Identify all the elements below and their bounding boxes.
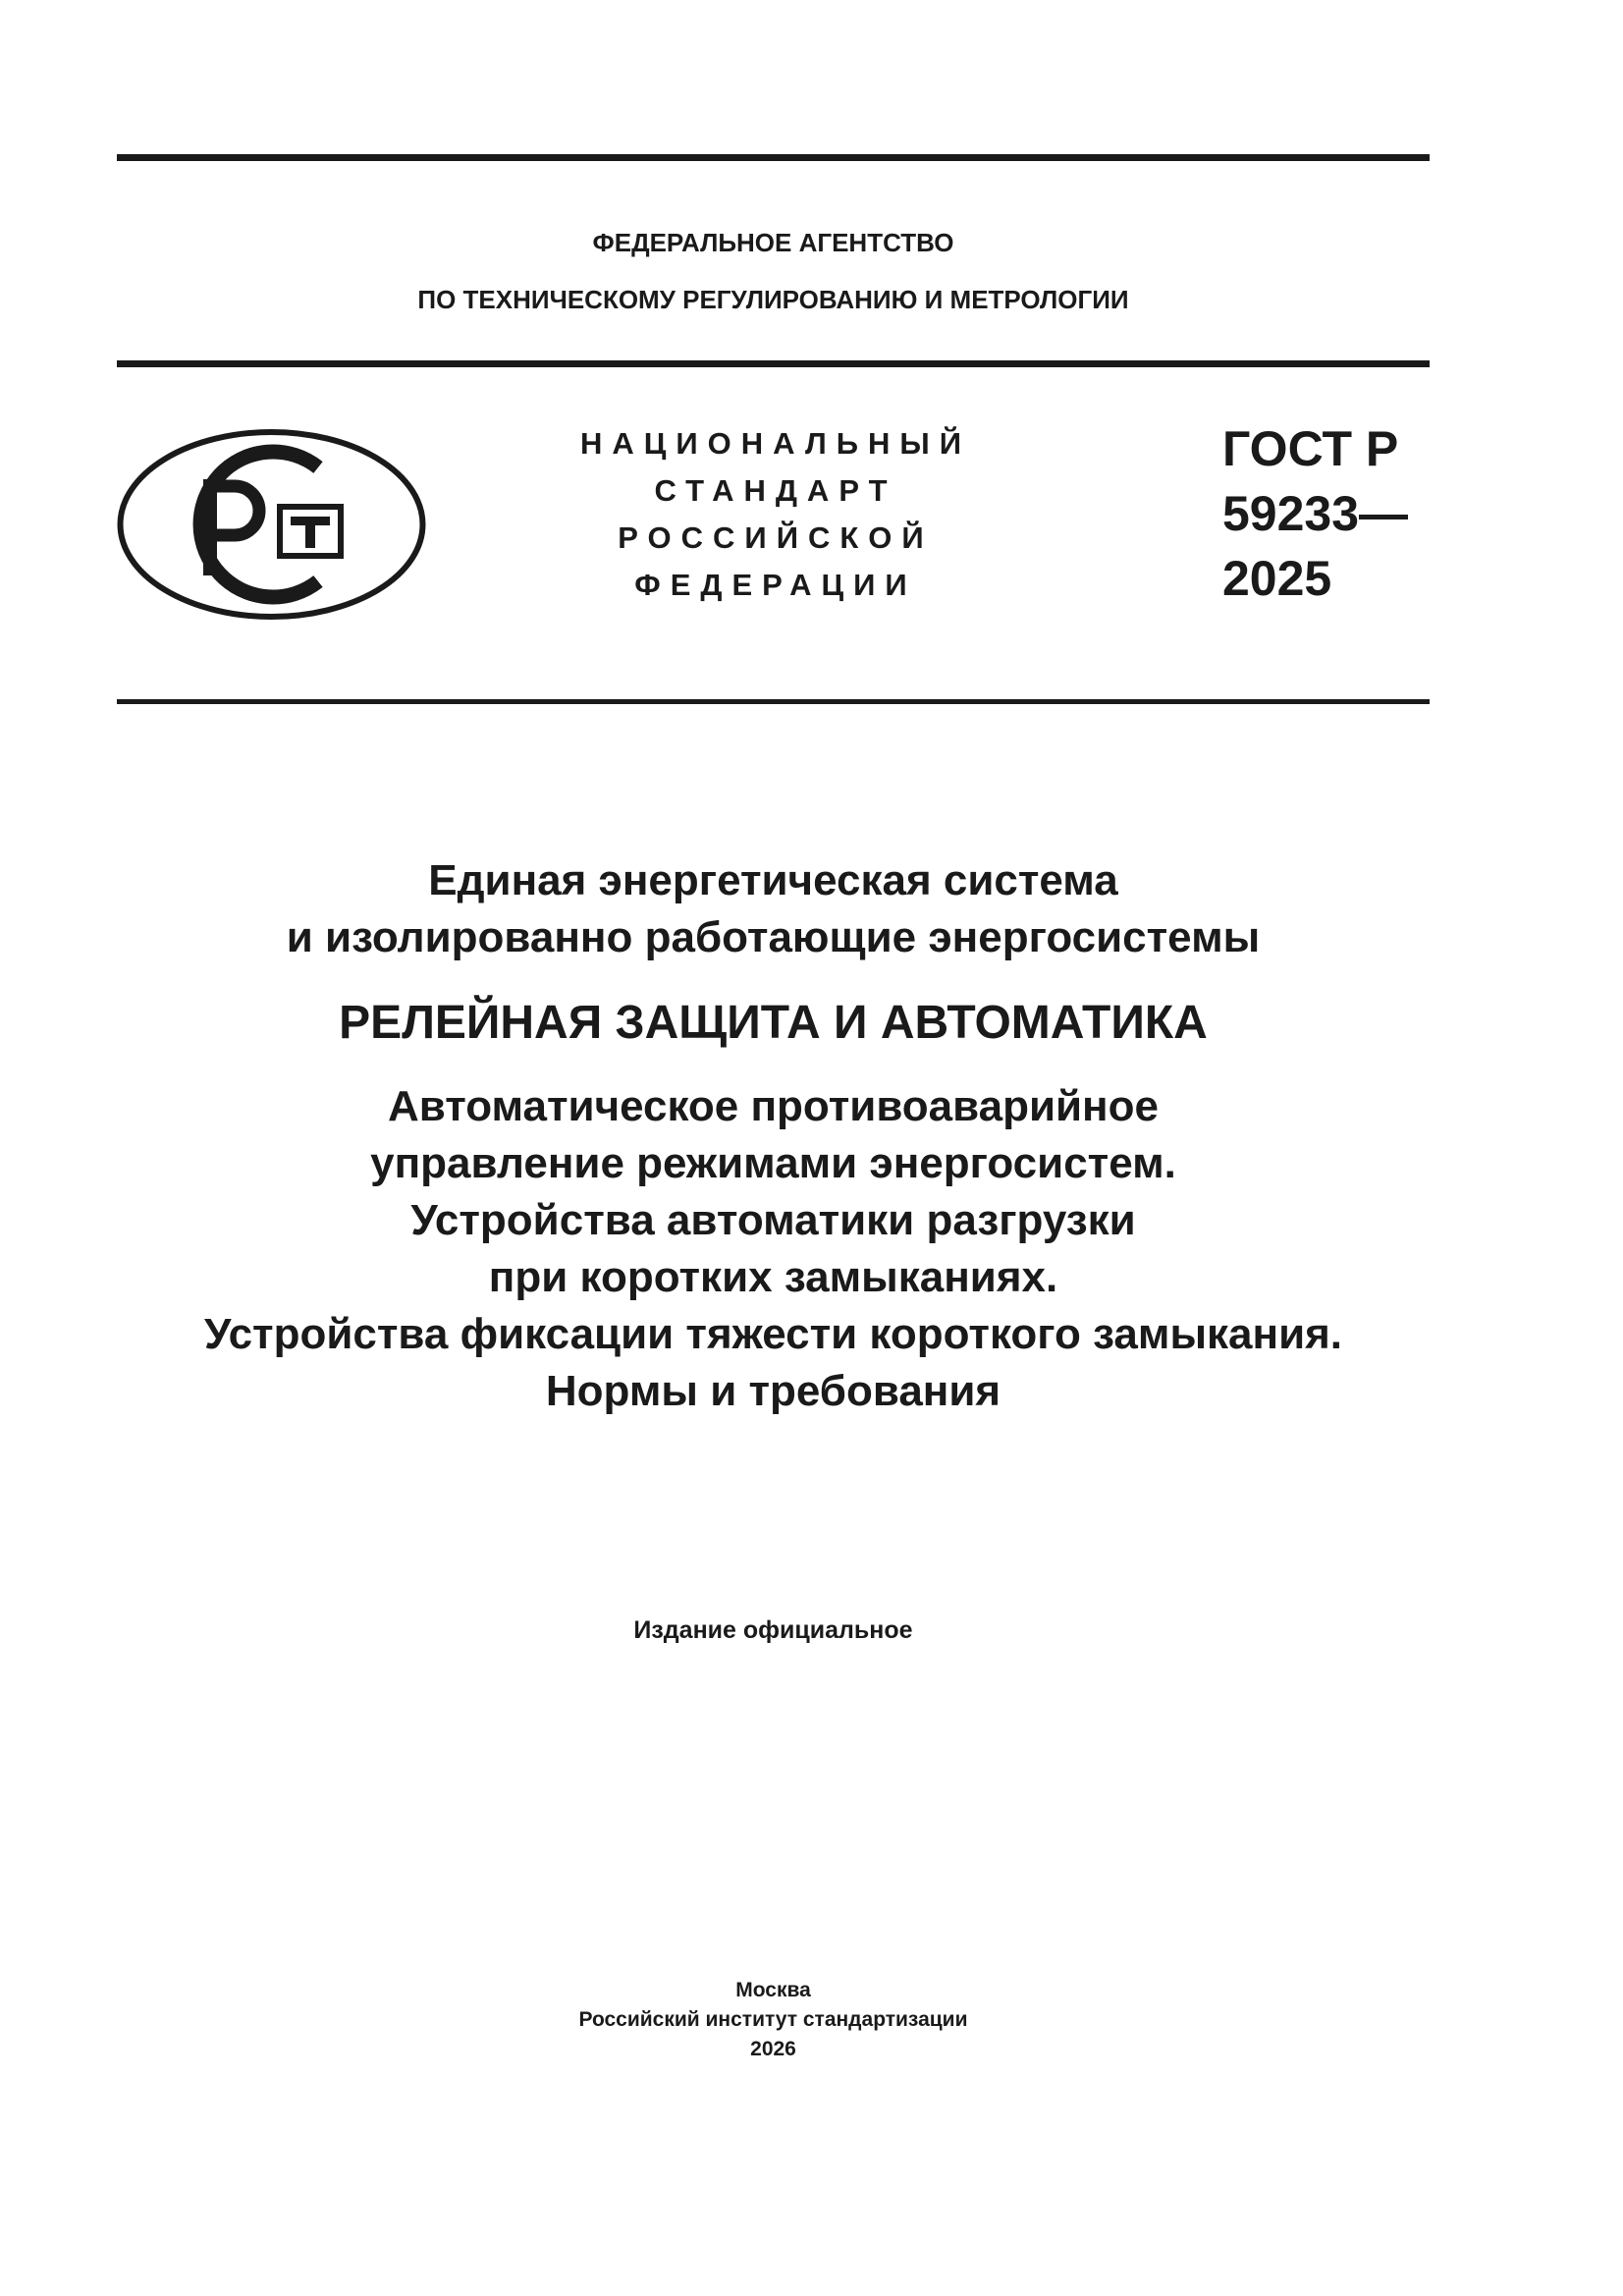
publisher-imprint <box>117 1976 1430 2064</box>
natstd-line-1: НАЦИОНАЛЬНЫЙ <box>579 426 972 461</box>
logo-p-stem <box>203 479 217 575</box>
designation-line-2: 59233— <box>1222 486 1409 541</box>
natstd-line-3: РОССИЙСКОЙ <box>618 520 934 555</box>
subtitle-line: Устройства автоматики разгрузки <box>410 1196 1136 1244</box>
agency-header <box>117 214 1430 328</box>
subtitle-line: Нормы и требования <box>545 1367 1001 1415</box>
subtitle-line: Автоматическое противоаварийное <box>388 1082 1159 1130</box>
subtitle-line: управление режимами энергосистем. <box>370 1139 1176 1187</box>
header-divider <box>117 360 1430 367</box>
subtitle-line: при коротких замыканиях. <box>488 1253 1058 1301</box>
imprint-city: Москва <box>735 1979 811 2001</box>
series-title-line-2: и изолированно работающие энергосистемы <box>286 913 1261 961</box>
imprint-publisher: Российский институт стандартизации <box>578 2008 968 2031</box>
subtitle <box>98 1078 1448 1420</box>
agency-line-2: ПО ТЕХНИЧЕСКОМУ РЕГУЛИРОВАНИЮ И МЕТРОЛОГИИ <box>417 285 1129 314</box>
standard-designation <box>1222 416 1408 611</box>
agency-line-1: ФЕДЕРАЛЬНОЕ АГЕНТСТВО <box>592 228 954 257</box>
series-title-line-1: Единая энергетическая система <box>428 856 1118 904</box>
main-title: РЕЛЕЙНАЯ ЗАЩИТА И АВТОМАТИКА <box>339 997 1208 1049</box>
document-title-block <box>98 852 1448 1420</box>
top-divider <box>117 154 1430 161</box>
logo-p-bowl <box>210 486 259 535</box>
series-title <box>98 852 1448 966</box>
title-divider <box>117 699 1430 704</box>
natstd-line-2: СТАНДАРТ <box>654 473 897 508</box>
rst-mark-logo <box>117 428 426 621</box>
natstd-line-4: ФЕДЕРАЦИИ <box>634 568 917 602</box>
national-standard-label <box>550 420 1001 609</box>
imprint-year: 2026 <box>750 2038 796 2060</box>
logo-outer-ellipse <box>121 432 423 617</box>
subtitle-line: Устройства фиксации тяжести короткого замыкания. <box>203 1310 1343 1358</box>
edition-note: Издание официальное <box>633 1616 913 1644</box>
logo-t-stem <box>305 517 315 548</box>
designation-line-1: ГОСТ Р <box>1222 421 1399 476</box>
designation-line-3: 2025 <box>1222 551 1332 606</box>
